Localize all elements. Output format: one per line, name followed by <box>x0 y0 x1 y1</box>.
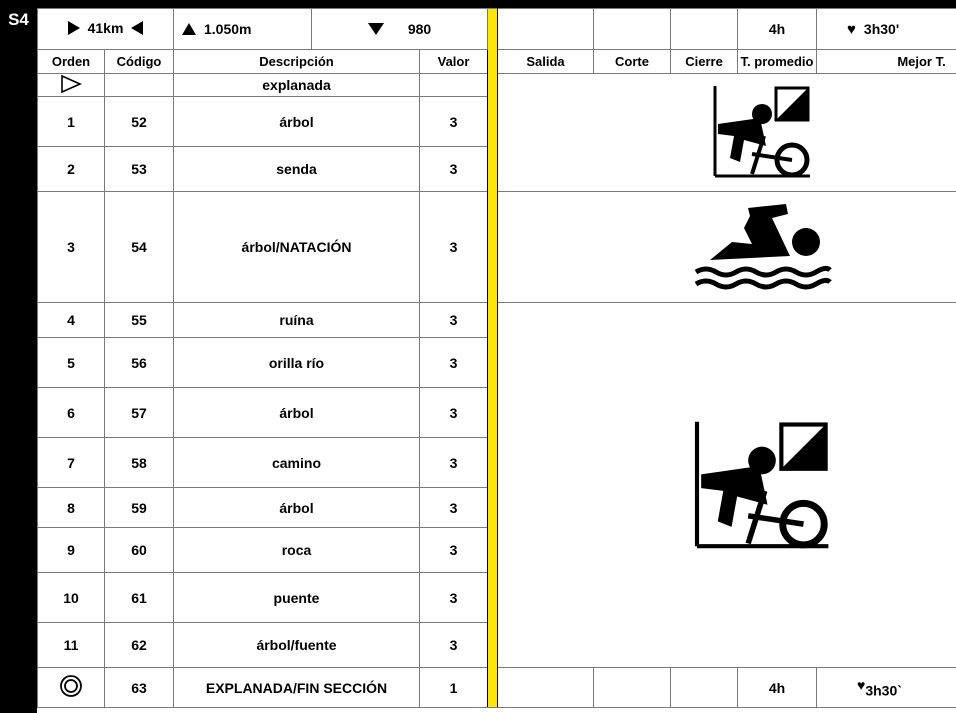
stage-label: S4 <box>8 10 29 29</box>
row-valor: 3 <box>420 573 488 623</box>
header-row <box>38 50 956 74</box>
finish-codigo: 63 <box>105 668 174 708</box>
row-valor: 3 <box>420 438 488 488</box>
row-valor: 3 <box>420 338 488 388</box>
row-valor: 3 <box>420 147 488 192</box>
bike-icon-cell-1 <box>498 74 956 192</box>
start-valor <box>420 74 488 97</box>
summary-row <box>38 9 956 50</box>
row-codigo: 61 <box>105 573 174 623</box>
top-bar <box>37 0 956 8</box>
start-descripcion: explanada <box>174 74 420 97</box>
row-descripcion: ruína <box>174 303 420 338</box>
control-row <box>38 303 956 338</box>
finish-row <box>38 668 956 708</box>
mtb-orienteering-icon <box>712 84 812 178</box>
row-orden: 7 <box>38 438 105 488</box>
finish-symbol-cell <box>38 668 105 708</box>
play-right-icon <box>68 21 80 35</box>
row-descripcion: árbol <box>174 388 420 438</box>
row-descripcion: roca <box>174 528 420 573</box>
summary-salida-empty <box>498 9 594 50</box>
header-codigo: Código <box>105 50 174 74</box>
row-orden: 1 <box>38 97 105 147</box>
distance-value: 41km <box>87 20 124 36</box>
heart-icon: ♥ <box>847 20 856 38</box>
row-descripcion: puente <box>174 573 420 623</box>
row-orden: 4 <box>38 303 105 338</box>
row-orden: 3 <box>38 192 105 303</box>
start-symbol-cell <box>38 74 105 97</box>
finish-corte-empty <box>594 668 671 708</box>
yellow-separator <box>488 9 498 708</box>
finish-time: 4h <box>738 668 817 708</box>
finish-valor: 1 <box>420 668 488 708</box>
row-codigo: 62 <box>105 623 174 668</box>
row-descripcion: árbol <box>174 488 420 528</box>
row-codigo: 57 <box>105 388 174 438</box>
row-codigo: 56 <box>105 338 174 388</box>
ascent-cell <box>174 9 312 50</box>
row-valor: 3 <box>420 192 488 303</box>
heart-icon: ♥ <box>857 676 866 693</box>
start-triangle-icon <box>60 75 82 93</box>
descent-cell <box>312 9 488 50</box>
finish-cierre-empty <box>671 668 738 708</box>
header-valor: Valor <box>420 50 488 74</box>
summary-corte-empty <box>594 9 671 50</box>
finish-salida-empty <box>498 668 594 708</box>
row-descripcion: camino <box>174 438 420 488</box>
row-orden: 10 <box>38 573 105 623</box>
row-orden: 6 <box>38 388 105 438</box>
row-orden: 8 <box>38 488 105 528</box>
row-codigo: 55 <box>105 303 174 338</box>
stage-sidebar <box>0 0 37 713</box>
finish-best-time-cell <box>817 668 956 708</box>
descent-value: 980 <box>407 20 432 37</box>
header-corte: Corte <box>594 50 671 74</box>
row-orden: 5 <box>38 338 105 388</box>
control-row <box>38 192 956 303</box>
row-descripcion: árbol <box>174 97 420 147</box>
distance-cell <box>38 9 174 50</box>
row-codigo: 59 <box>105 488 174 528</box>
row-codigo: 58 <box>105 438 174 488</box>
row-codigo: 52 <box>105 97 174 147</box>
swim-icon-cell <box>498 192 956 303</box>
swimming-icon <box>692 202 832 290</box>
row-descripcion: árbol/NATACIÓN <box>174 192 420 303</box>
finish-double-circle-icon <box>59 674 83 698</box>
row-valor: 3 <box>420 488 488 528</box>
row-valor: 3 <box>420 528 488 573</box>
control-card-table <box>37 8 956 708</box>
summary-best-time: 3h30' <box>863 21 900 37</box>
header-salida: Salida <box>498 50 594 74</box>
header-cierre: Cierre <box>671 50 738 74</box>
header-orden: Orden <box>38 50 105 74</box>
bike-icon-cell-2 <box>498 303 956 668</box>
finish-best-time: 3h30` <box>865 682 902 699</box>
row-orden: 9 <box>38 528 105 573</box>
row-descripcion: árbol/fuente <box>174 623 420 668</box>
row-orden: 2 <box>38 147 105 192</box>
start-codigo <box>105 74 174 97</box>
header-descripcion: Descripción <box>174 50 420 74</box>
row-descripcion: orilla río <box>174 338 420 388</box>
header-mejor-t: Mejor T. <box>817 50 956 74</box>
summary-cierre-empty <box>671 9 738 50</box>
row-valor: 3 <box>420 388 488 438</box>
row-valor: 3 <box>420 623 488 668</box>
header-t-promedio: T. promedio <box>738 50 817 74</box>
summary-time: 4h <box>738 9 817 50</box>
row-descripcion: senda <box>174 147 420 192</box>
row-valor: 3 <box>420 97 488 147</box>
finish-descripcion: EXPLANADA/FIN SECCIÓN <box>174 668 420 708</box>
start-row <box>38 74 956 97</box>
row-orden: 11 <box>38 623 105 668</box>
summary-best-time-cell <box>817 9 956 50</box>
descent-triangle-icon <box>368 23 384 35</box>
row-codigo: 53 <box>105 147 174 192</box>
row-codigo: 54 <box>105 192 174 303</box>
ascent-triangle-icon <box>182 23 196 35</box>
row-valor: 3 <box>420 303 488 338</box>
row-codigo: 60 <box>105 528 174 573</box>
mtb-orienteering-icon <box>687 419 837 549</box>
ascent-value: 1.050m <box>204 20 252 37</box>
play-left-icon <box>131 21 143 35</box>
